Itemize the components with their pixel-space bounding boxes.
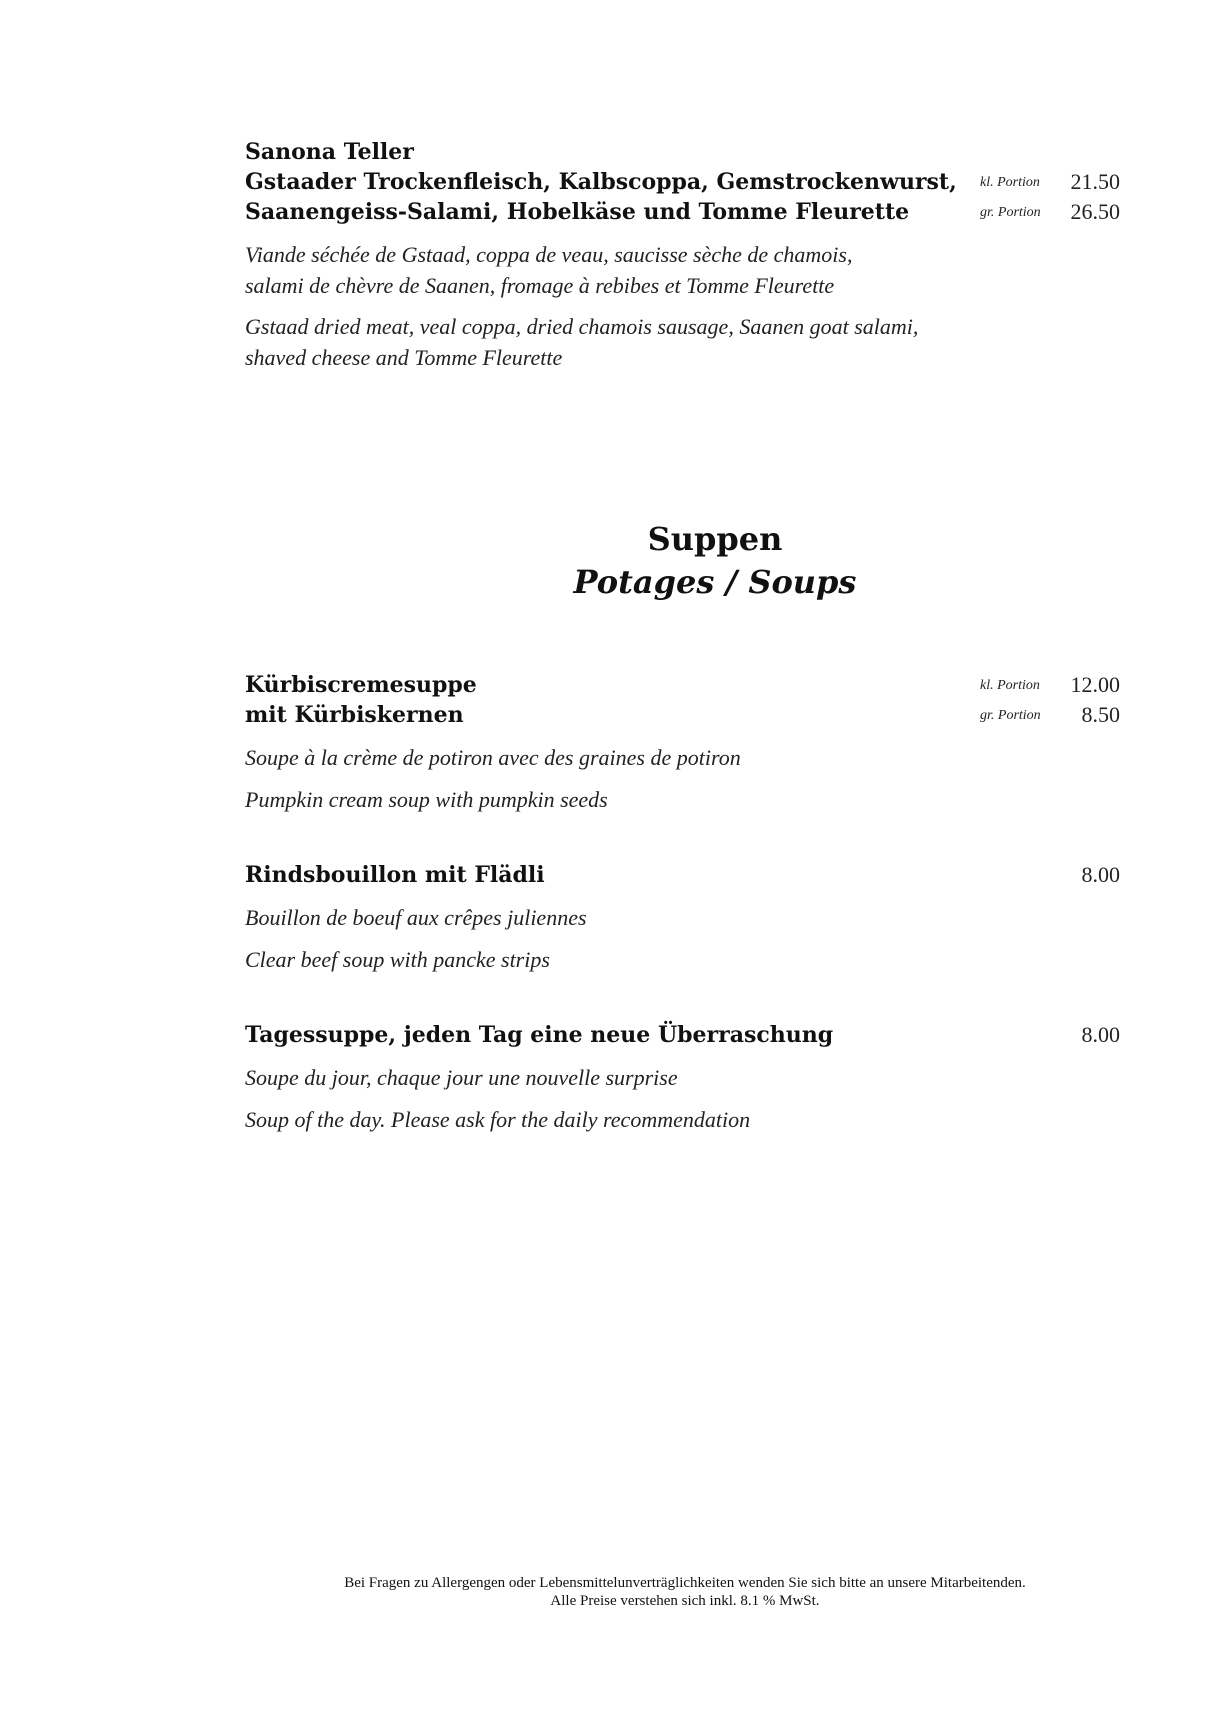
rinds-title: Rindsbouillon mit Flädli xyxy=(245,862,545,888)
footer-vat-note: Alle Preise verstehen sich inkl. 8.1 % MwSt. xyxy=(550,1593,820,1609)
section-heading: Suppen xyxy=(647,520,783,558)
kuerbis-portion-large-price: 8.50 xyxy=(1081,702,1120,727)
rinds-description-fr: Bouillon de boeuf aux crêpes juliennes xyxy=(245,905,587,930)
sanona-portion-large-price: 26.50 xyxy=(1070,199,1120,224)
kuerbis-portion-large-label: gr. Portion xyxy=(980,708,1041,723)
tages-title: Tagessuppe, jeden Tag eine neue Überraschung xyxy=(245,1022,834,1048)
sanona-portion-small-price: 21.50 xyxy=(1070,169,1120,194)
sanona-description-fr-line1: Viande séchée de Gstaad, coppa de veau, saucisse sèche de chamois, xyxy=(245,242,853,267)
kuerbis-portion-small-price: 12.00 xyxy=(1070,672,1120,697)
section-subheading: Potages / Soups xyxy=(573,563,857,601)
sanona-title-line2: Gstaader Trockenfleisch, Kalbscoppa, Gemstrockenwurst, xyxy=(245,169,957,195)
sanona-title-line1: Sanona Teller xyxy=(245,139,414,165)
sanona-description-en-line2: shaved cheese and Tomme Fleurette xyxy=(245,345,563,370)
sanona-description-en-line1: Gstaad dried meat, veal coppa, dried chamois sausage, Saanen goat salami, xyxy=(245,314,919,339)
sanona-portion-large-label: gr. Portion xyxy=(980,205,1041,220)
rinds-price: 8.00 xyxy=(1081,862,1120,887)
tages-description-en: Soup of the day. Please ask for the daily recommendation xyxy=(245,1107,751,1132)
sanona-description-fr-line2: salami de chèvre de Saanen, fromage à rebibes et Tomme Fleurette xyxy=(245,273,835,298)
kuerbis-portion-small-label: kl. Portion xyxy=(980,678,1040,693)
kuerbis-title-line1: Kürbiscremesuppe xyxy=(245,672,477,698)
rinds-description-en: Clear beef soup with pancke strips xyxy=(245,947,550,972)
tages-price: 8.00 xyxy=(1081,1022,1120,1047)
kuerbis-description-fr: Soupe à la crème de potiron avec des graines de potiron xyxy=(245,745,741,770)
tages-description-fr: Soupe du jour, chaque jour une nouvelle surprise xyxy=(245,1065,678,1090)
sanona-title-line3: Saanengeiss-Salami, Hobelkäse und Tomme Fleurette xyxy=(245,199,910,225)
sanona-portion-small-label: kl. Portion xyxy=(980,175,1040,190)
kuerbis-description-en: Pumpkin cream soup with pumpkin seeds xyxy=(245,787,608,812)
footer-allergen-note: Bei Fragen zu Allergengen oder Lebensmittelunverträglichkeiten wenden Sie sich bitte an unsere Mitarbeitenden. xyxy=(344,1575,1026,1591)
kuerbis-title-line2: mit Kürbiskernen xyxy=(245,702,464,728)
